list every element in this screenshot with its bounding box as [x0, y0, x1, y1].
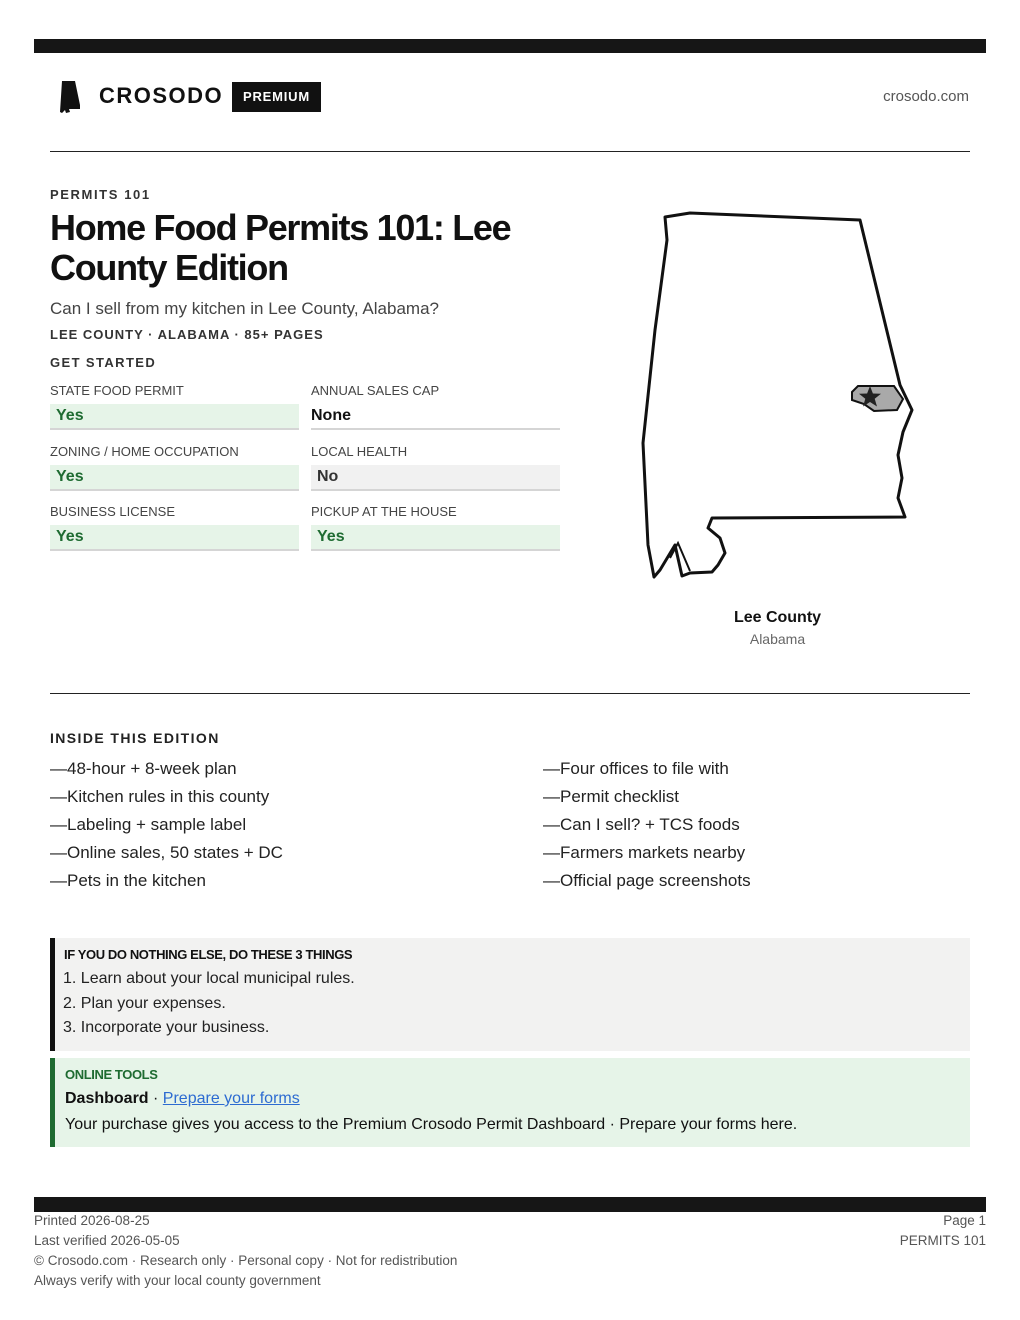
map-state-label: Alabama: [749, 631, 806, 647]
page-subtitle: Can I sell from my kitchen in Lee County, Alabama?: [50, 299, 439, 318]
top-three-list: [63, 967, 355, 1041]
list-item: —Kitchen rules in this county: [50, 787, 270, 806]
lee-county-shape: [852, 386, 903, 411]
permit-cell-value: Yes: [50, 525, 299, 551]
verified-date: Last verified 2026-05-05: [34, 1233, 180, 1248]
footer-section: PERMITS 101: [899, 1233, 986, 1248]
tools-description: Your purchase gives you access to the Premium Crosodo Permit Dashboard · Prepare your forms here.: [65, 1116, 798, 1133]
list-item: 1. Learn about your local municipal rules.: [63, 970, 355, 987]
copyright-notice: © Crosodo.com · Research only · Personal copy · Not for redistribution: [34, 1253, 458, 1268]
edition-meta: LEE COUNTY · ALABAMA · 85+ PAGES: [50, 327, 324, 342]
inside-list-right: [543, 755, 751, 895]
permit-cell-value: No: [311, 465, 560, 491]
list-item: —Farmers markets nearby: [543, 843, 746, 862]
permit-cell-label: STATE FOOD PERMIT: [50, 383, 184, 398]
top-three-callout: [50, 938, 970, 1051]
header-divider: [50, 151, 970, 152]
list-item: —Permit checklist: [543, 787, 680, 806]
list-item: —Online sales, 50 states + DC: [50, 843, 283, 862]
page-title: Home Food Permits 101: Lee County Edition: [50, 207, 511, 288]
permit-cell-value: Yes: [50, 465, 299, 491]
site-link[interactable]: crosodo.com: [883, 88, 969, 105]
get-started-heading: GET STARTED: [50, 355, 157, 370]
callout-heading: IF YOU DO NOTHING ELSE, DO THESE 3 THINGS: [64, 947, 353, 962]
list-item: —Official page screenshots: [543, 871, 751, 890]
list-item: —Labeling + sample label: [50, 815, 247, 834]
page-number: Page 1: [943, 1213, 986, 1228]
printed-date: Printed 2026-08-25: [34, 1213, 150, 1228]
permit-cell-sales-cap: [311, 382, 560, 430]
separator: ·: [148, 1090, 163, 1107]
tools-line: [65, 1090, 300, 1108]
brand-name[interactable]: CROSODO: [99, 83, 224, 108]
list-item: —48-hour + 8-week plan: [50, 759, 237, 778]
permit-cell-label: LOCAL HEALTH: [311, 444, 408, 459]
prepare-forms-link[interactable]: Prepare your forms: [162, 1090, 300, 1107]
permit-cell-value: Yes: [311, 525, 560, 551]
permit-cell-label: BUSINESS LICENSE: [50, 504, 175, 519]
permit-cell-label: PICKUP AT THE HOUSE: [311, 504, 457, 519]
permit-cell-state-food: [50, 382, 299, 430]
permit-cell-label: ANNUAL SALES CAP: [311, 383, 440, 398]
inside-heading: INSIDE THIS EDITION: [50, 730, 220, 746]
section-eyebrow: PERMITS 101: [50, 187, 151, 202]
permit-cell-label: ZONING / HOME OCCUPATION: [50, 444, 239, 459]
alabama-map: [630, 205, 930, 590]
list-item: —Four offices to file with: [543, 759, 729, 778]
footer-bar: [34, 1197, 986, 1212]
top-bar: [34, 39, 986, 53]
premium-badge: PREMIUM: [232, 82, 321, 112]
permit-cell-zoning: [50, 443, 299, 491]
list-item: —Pets in the kitchen: [50, 871, 206, 890]
verify-note: Always verify with your local county government: [34, 1273, 321, 1288]
list-item: 3. Incorporate your business.: [63, 1019, 270, 1036]
list-item: —Can I sell? + TCS foods: [543, 815, 740, 834]
section-divider: [50, 693, 970, 694]
dashboard-label: Dashboard: [65, 1090, 149, 1107]
alabama-state-icon: [58, 80, 82, 114]
permit-cell-value: Yes: [50, 404, 299, 430]
online-tools-callout: [50, 1058, 970, 1147]
map-county-label: Lee County: [733, 609, 822, 626]
permit-cell-pickup: [311, 503, 560, 551]
permit-cell-local-health: [311, 443, 560, 491]
callout-heading: ONLINE TOOLS: [65, 1067, 158, 1082]
list-item: 2. Plan your expenses.: [63, 994, 226, 1012]
inside-list-left: [50, 755, 283, 895]
permit-cell-value: None: [311, 404, 560, 430]
permit-cell-business-license: [50, 503, 299, 551]
